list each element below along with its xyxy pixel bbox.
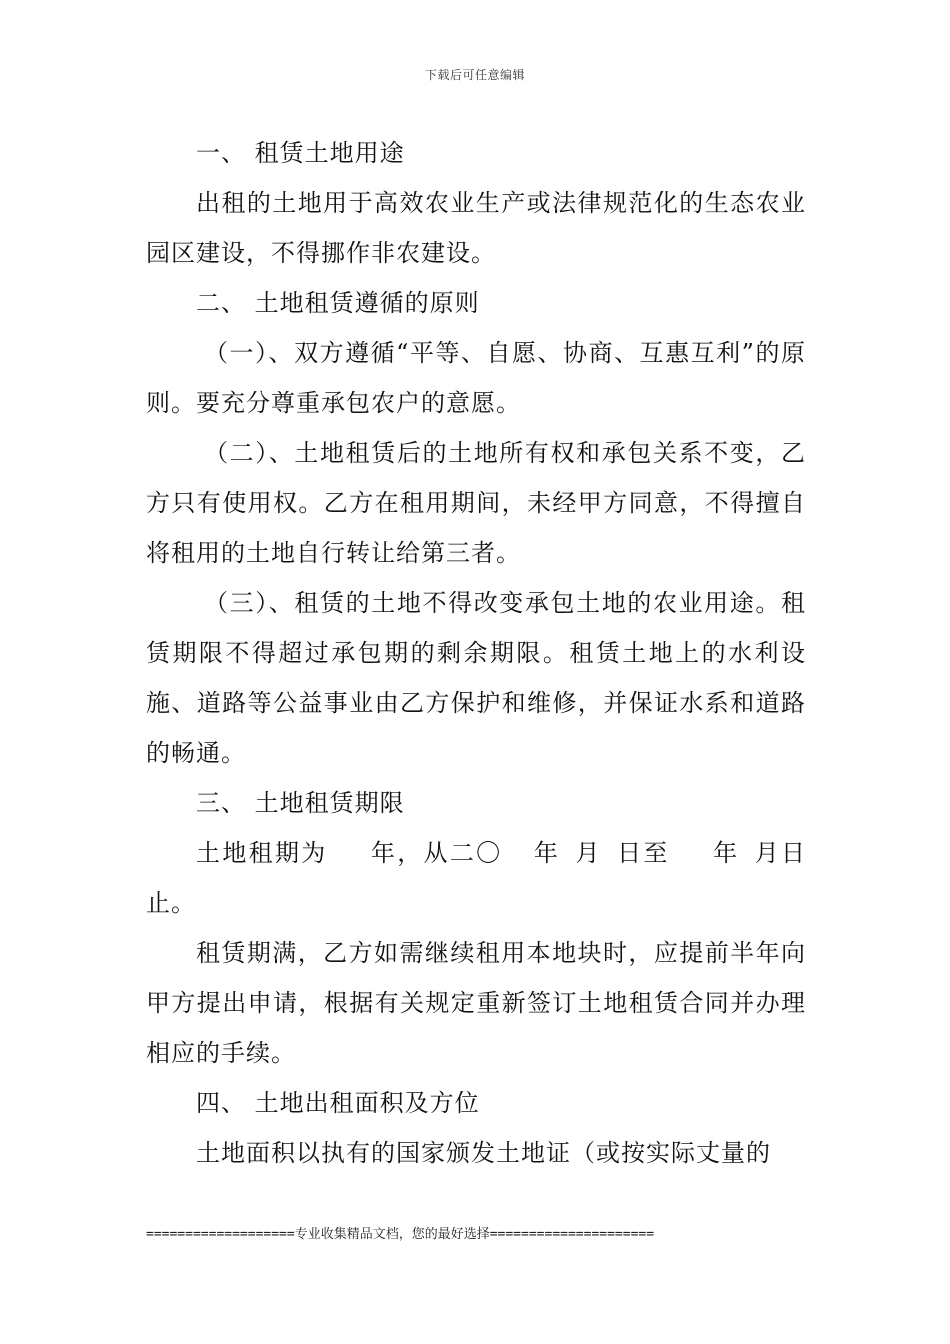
- term-text-3: 年: [532, 839, 561, 867]
- term-text-5: 日至: [615, 839, 670, 867]
- term-text-1: 土地租期为: [196, 839, 328, 867]
- paragraph-land-purpose: 出租的土地用于高效农业生产或法律规范化的生态农业园区建设，不得挪作非农建设。: [146, 189, 806, 267]
- paragraph-land-area: 土地面积以执有的国家颁发土地证（或按实际丈量的: [196, 1139, 771, 1167]
- section-heading-2: 二、 土地租赁遵循的原则: [196, 289, 480, 317]
- page-footer-banner: ===================专业收集精品文档，您的最好选择=====================: [146, 1227, 655, 1242]
- principle-item-2: （二）、土地租赁后的土地所有权和承包关系不变，乙方只有使用权。乙方在租用期间，未经甲方同意，不得擅自将租用的土地自行转让给第三者。: [146, 439, 806, 567]
- term-text-8: 日止。: [146, 839, 807, 917]
- section-heading-1: 一、 租赁土地用途: [196, 139, 405, 167]
- section-heading-4: 四、 土地出租面积及方位: [196, 1089, 480, 1117]
- term-text-6: 年: [711, 839, 740, 867]
- document-body: [146, 128, 806, 1178]
- principle-item-1: （一）、双方遵循“平等、自愿、协商、互惠互利”的原则。要充分尊重承包农户的意愿。: [146, 339, 806, 417]
- term-text-4: 月: [574, 839, 602, 867]
- lease-term-line: [146, 828, 806, 928]
- section-heading-3: 三、 土地租赁期限: [196, 789, 405, 817]
- principle-item-3: （三）、租赁的土地不得改变承包土地的农业用途。租赁期限不得超过承包期的剩余期限。租赁土地上的水利设施、道路等公益事业由乙方保护和维修，并保证水系和道路的畅通。: [146, 589, 806, 767]
- paragraph-renewal: 租赁期满，乙方如需继续租用本地块时，应提前半年向甲方提出申请，根据有关规定重新签订土地租赁合同并办理相应的手续。: [146, 939, 806, 1067]
- term-text-7: 月: [753, 839, 782, 867]
- term-text-2: 年，从二〇: [369, 839, 503, 867]
- page-header-note: 下载后可任意编辑: [424, 68, 525, 82]
